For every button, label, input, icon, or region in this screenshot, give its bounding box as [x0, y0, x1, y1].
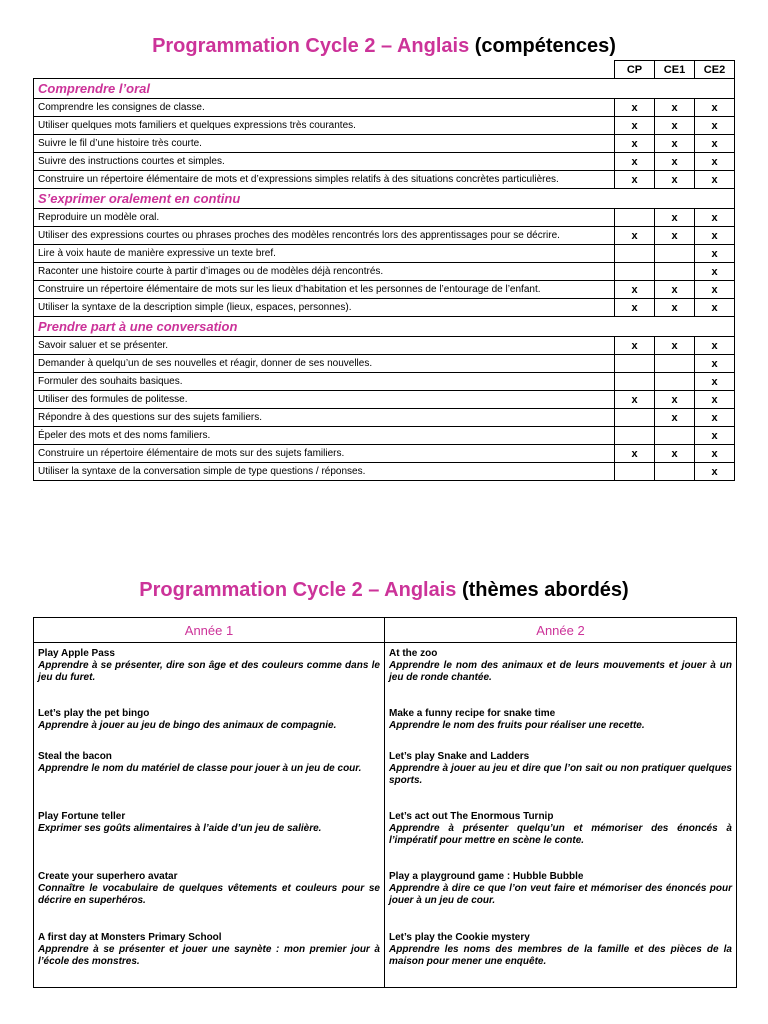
themes-row: [34, 643, 737, 704]
competence-label: Construire un répertoire élémentaire de mots et d’expressions simples relatifs à des situations concrètes particulières.: [34, 171, 615, 189]
level-mark-cp: [615, 463, 655, 481]
level-mark-ce1: [655, 263, 695, 281]
competences-title-paren: (compétences): [474, 35, 616, 57]
competence-row: [34, 263, 735, 281]
theme-name: Play a playground game : Hubble Bubble: [389, 871, 584, 883]
competence-label: Comprendre les consignes de classe.: [34, 99, 615, 117]
level-mark-cp: x: [615, 299, 655, 317]
themes-table: [33, 617, 737, 988]
competence-row: [34, 337, 735, 355]
level-mark-ce1: x: [655, 391, 695, 409]
theme-cell: [385, 866, 737, 926]
competence-row: [34, 463, 735, 481]
competence-label: Épeler des mots et des noms familiers.: [34, 427, 615, 445]
competence-label: Construire un répertoire élémentaire de mots sur des sujets familiers.: [34, 445, 615, 463]
level-mark-cp: x: [615, 135, 655, 153]
competence-row: [34, 427, 735, 445]
theme-description: Apprendre à jouer au jeu et dire que l’on sait ou non pratiquer quelques sports.: [389, 762, 732, 786]
theme-cell: [385, 643, 737, 704]
section-title: S’exprimer oralement en continu: [34, 189, 735, 209]
level-mark-cp: x: [615, 153, 655, 171]
section-row: [34, 189, 735, 209]
competence-label: Formuler des souhaits basiques.: [34, 373, 615, 391]
themes-row: [34, 927, 737, 988]
theme-name: A first day at Monsters Primary School: [38, 931, 222, 943]
competence-row: [34, 227, 735, 245]
competences-header-row: [34, 61, 735, 79]
level-mark-ce2: x: [695, 117, 735, 135]
competence-row: [34, 209, 735, 227]
theme-cell: [34, 746, 385, 806]
level-mark-cp: [615, 373, 655, 391]
level-mark-ce2: x: [695, 373, 735, 391]
themes-row: [34, 703, 737, 746]
level-header-cp: CP: [615, 61, 655, 79]
theme-name: Let’s play the pet bingo: [38, 708, 150, 720]
competence-row: [34, 391, 735, 409]
level-mark-ce2: x: [695, 263, 735, 281]
competence-label: Utiliser la syntaxe de la conversation simple de type questions / réponses.: [34, 463, 615, 481]
theme-name: Let’s play Snake and Ladders: [389, 750, 530, 762]
competence-label: Lire à voix haute de manière expressive un texte bref.: [34, 245, 615, 263]
competence-row: [34, 135, 735, 153]
level-header-ce2: CE2: [695, 61, 735, 79]
level-mark-ce2: x: [695, 409, 735, 427]
level-mark-cp: x: [615, 281, 655, 299]
level-mark-ce1: [655, 355, 695, 373]
competence-label: Construire un répertoire élémentaire de mots sur les lieux d’habitation et les personnes de l’entourage de l’enfant.: [34, 281, 615, 299]
competence-row: [34, 99, 735, 117]
level-mark-ce2: x: [695, 427, 735, 445]
theme-cell: [385, 806, 737, 866]
level-mark-ce2: x: [695, 245, 735, 263]
theme-cell: [34, 927, 385, 988]
level-mark-cp: [615, 409, 655, 427]
theme-cell: [34, 703, 385, 746]
level-mark-ce1: [655, 463, 695, 481]
level-mark-cp: [615, 355, 655, 373]
level-mark-ce2: x: [695, 99, 735, 117]
competence-label: Utiliser des expressions courtes ou phrases proches des modèles rencontrés lors des apprentissages pour se décrire.: [34, 227, 615, 245]
competence-label: Utiliser quelques mots familiers et quelques expressions très courantes.: [34, 117, 615, 135]
theme-cell: [385, 703, 737, 746]
theme-cell: [34, 866, 385, 926]
level-mark-ce2: x: [695, 355, 735, 373]
year-header-1: Année 1: [34, 618, 385, 643]
level-mark-ce1: x: [655, 209, 695, 227]
level-mark-ce1: [655, 427, 695, 445]
competence-row: [34, 117, 735, 135]
competence-label: Reproduire un modèle oral.: [34, 209, 615, 227]
theme-name: Let’s act out The Enormous Turnip: [389, 811, 554, 823]
theme-cell: [385, 746, 737, 806]
competence-row: [34, 171, 735, 189]
competence-row: [34, 445, 735, 463]
level-mark-ce2: x: [695, 463, 735, 481]
level-mark-cp: x: [615, 337, 655, 355]
theme-description: Apprendre le nom du matériel de classe pour jouer à un jeu de cour.: [38, 762, 362, 774]
level-mark-cp: x: [615, 171, 655, 189]
level-mark-cp: x: [615, 391, 655, 409]
year-header-2: Année 2: [385, 618, 737, 643]
level-mark-ce2: x: [695, 391, 735, 409]
level-mark-ce2: x: [695, 337, 735, 355]
competence-label: Répondre à des questions sur des sujets familiers.: [34, 409, 615, 427]
level-mark-ce2: x: [695, 171, 735, 189]
section-title: Comprendre l’oral: [34, 79, 735, 99]
theme-name: Make a funny recipe for snake time: [389, 708, 556, 720]
competence-row: [34, 355, 735, 373]
section-row: [34, 79, 735, 99]
theme-description: Apprendre les noms des membres de la famille et des pièces de la maison pour mener une enquête.: [389, 943, 732, 967]
level-mark-ce1: x: [655, 99, 695, 117]
level-mark-ce1: [655, 245, 695, 263]
level-mark-ce1: x: [655, 117, 695, 135]
level-mark-cp: [615, 427, 655, 445]
theme-description: Apprendre à dire ce que l’on veut faire et mémoriser des énoncés pour jouer à un jeu de cour.: [389, 883, 732, 907]
level-mark-cp: [615, 245, 655, 263]
competence-label: Utiliser des formules de politesse.: [34, 391, 615, 409]
theme-name: At the zoo: [389, 648, 438, 659]
themes-title-paren: (thèmes abordés): [461, 579, 629, 601]
competence-label: Utiliser la syntaxe de la description simple (lieux, espaces, personnes).: [34, 299, 615, 317]
themes-row: [34, 746, 737, 806]
level-mark-ce2: x: [695, 299, 735, 317]
theme-description: Apprendre à se présenter, dire son âge et des couleurs comme dans le jeu du furet.: [38, 660, 380, 683]
theme-name: Create your superhero avatar: [38, 871, 178, 883]
theme-name: Play Apple Pass: [38, 648, 115, 659]
competence-label: Raconter une histoire courte à partir d’images ou de modèles déjà rencontrés.: [34, 263, 615, 281]
theme-description: Connaître le vocabulaire de quelques vêtements et couleurs pour se décrire en superhéros.: [38, 883, 380, 907]
level-mark-ce2: x: [695, 445, 735, 463]
theme-name: Steal the bacon: [38, 750, 112, 762]
level-mark-ce1: x: [655, 409, 695, 427]
themes-row: [34, 806, 737, 866]
theme-cell: [34, 806, 385, 866]
themes-title: [0, 578, 768, 602]
competences-title-main: Programmation Cycle 2 – Anglais: [152, 35, 470, 57]
themes-row: [34, 866, 737, 926]
level-mark-ce1: x: [655, 445, 695, 463]
level-mark-ce1: x: [655, 171, 695, 189]
competence-row: [34, 153, 735, 171]
themes-title-main: Programmation Cycle 2 – Anglais: [139, 579, 457, 601]
competences-table: [33, 60, 735, 481]
competences-title: [0, 34, 768, 58]
competence-row: [34, 299, 735, 317]
level-mark-cp: x: [615, 117, 655, 135]
level-mark-ce2: x: [695, 153, 735, 171]
theme-cell: [385, 927, 737, 988]
level-mark-cp: [615, 209, 655, 227]
competence-row: [34, 245, 735, 263]
theme-description: Apprendre à présenter quelqu’un et mémoriser des énoncés à l’impératif pour mettre en scène le conte.: [389, 823, 732, 847]
header-blank-cell: [34, 61, 615, 79]
level-mark-cp: x: [615, 227, 655, 245]
competence-label: Savoir saluer et se présenter.: [34, 337, 615, 355]
competence-label: Demander à quelqu’un de ses nouvelles et réagir, donner de ses nouvelles.: [34, 355, 615, 373]
level-mark-ce2: x: [695, 227, 735, 245]
competence-row: [34, 281, 735, 299]
section-row: [34, 317, 735, 337]
level-mark-ce1: x: [655, 153, 695, 171]
competence-label: Suivre des instructions courtes et simples.: [34, 153, 615, 171]
level-mark-ce1: x: [655, 227, 695, 245]
theme-cell: [34, 643, 385, 704]
level-mark-ce1: [655, 373, 695, 391]
level-mark-cp: [615, 263, 655, 281]
level-mark-ce1: x: [655, 135, 695, 153]
level-header-ce1: CE1: [655, 61, 695, 79]
level-mark-ce1: x: [655, 281, 695, 299]
theme-description: Apprendre le nom des animaux et de leurs mouvements et jouer à un jeu de ronde chantée.: [389, 660, 732, 683]
theme-description: Apprendre à se présenter et jouer une saynète : mon premier jour à l’école des monstres.: [38, 943, 380, 967]
level-mark-cp: x: [615, 445, 655, 463]
level-mark-ce1: x: [655, 337, 695, 355]
theme-name: Play Fortune teller: [38, 811, 126, 823]
competence-row: [34, 373, 735, 391]
level-mark-cp: x: [615, 99, 655, 117]
theme-description: Apprendre à jouer au jeu de bingo des animaux de compagnie.: [38, 720, 337, 732]
theme-name: Let’s play the Cookie mystery: [389, 931, 530, 943]
competence-row: [34, 409, 735, 427]
level-mark-ce2: x: [695, 209, 735, 227]
themes-header-row: [34, 618, 737, 643]
theme-description: Exprimer ses goûts alimentaires à l’aide d’un jeu de salière.: [38, 823, 322, 835]
level-mark-ce1: x: [655, 299, 695, 317]
competence-label: Suivre le fil d’une histoire très courte.: [34, 135, 615, 153]
level-mark-ce2: x: [695, 281, 735, 299]
theme-description: Apprendre le nom des fruits pour réaliser une recette.: [389, 720, 645, 732]
level-mark-ce2: x: [695, 135, 735, 153]
section-title: Prendre part à une conversation: [34, 317, 735, 337]
